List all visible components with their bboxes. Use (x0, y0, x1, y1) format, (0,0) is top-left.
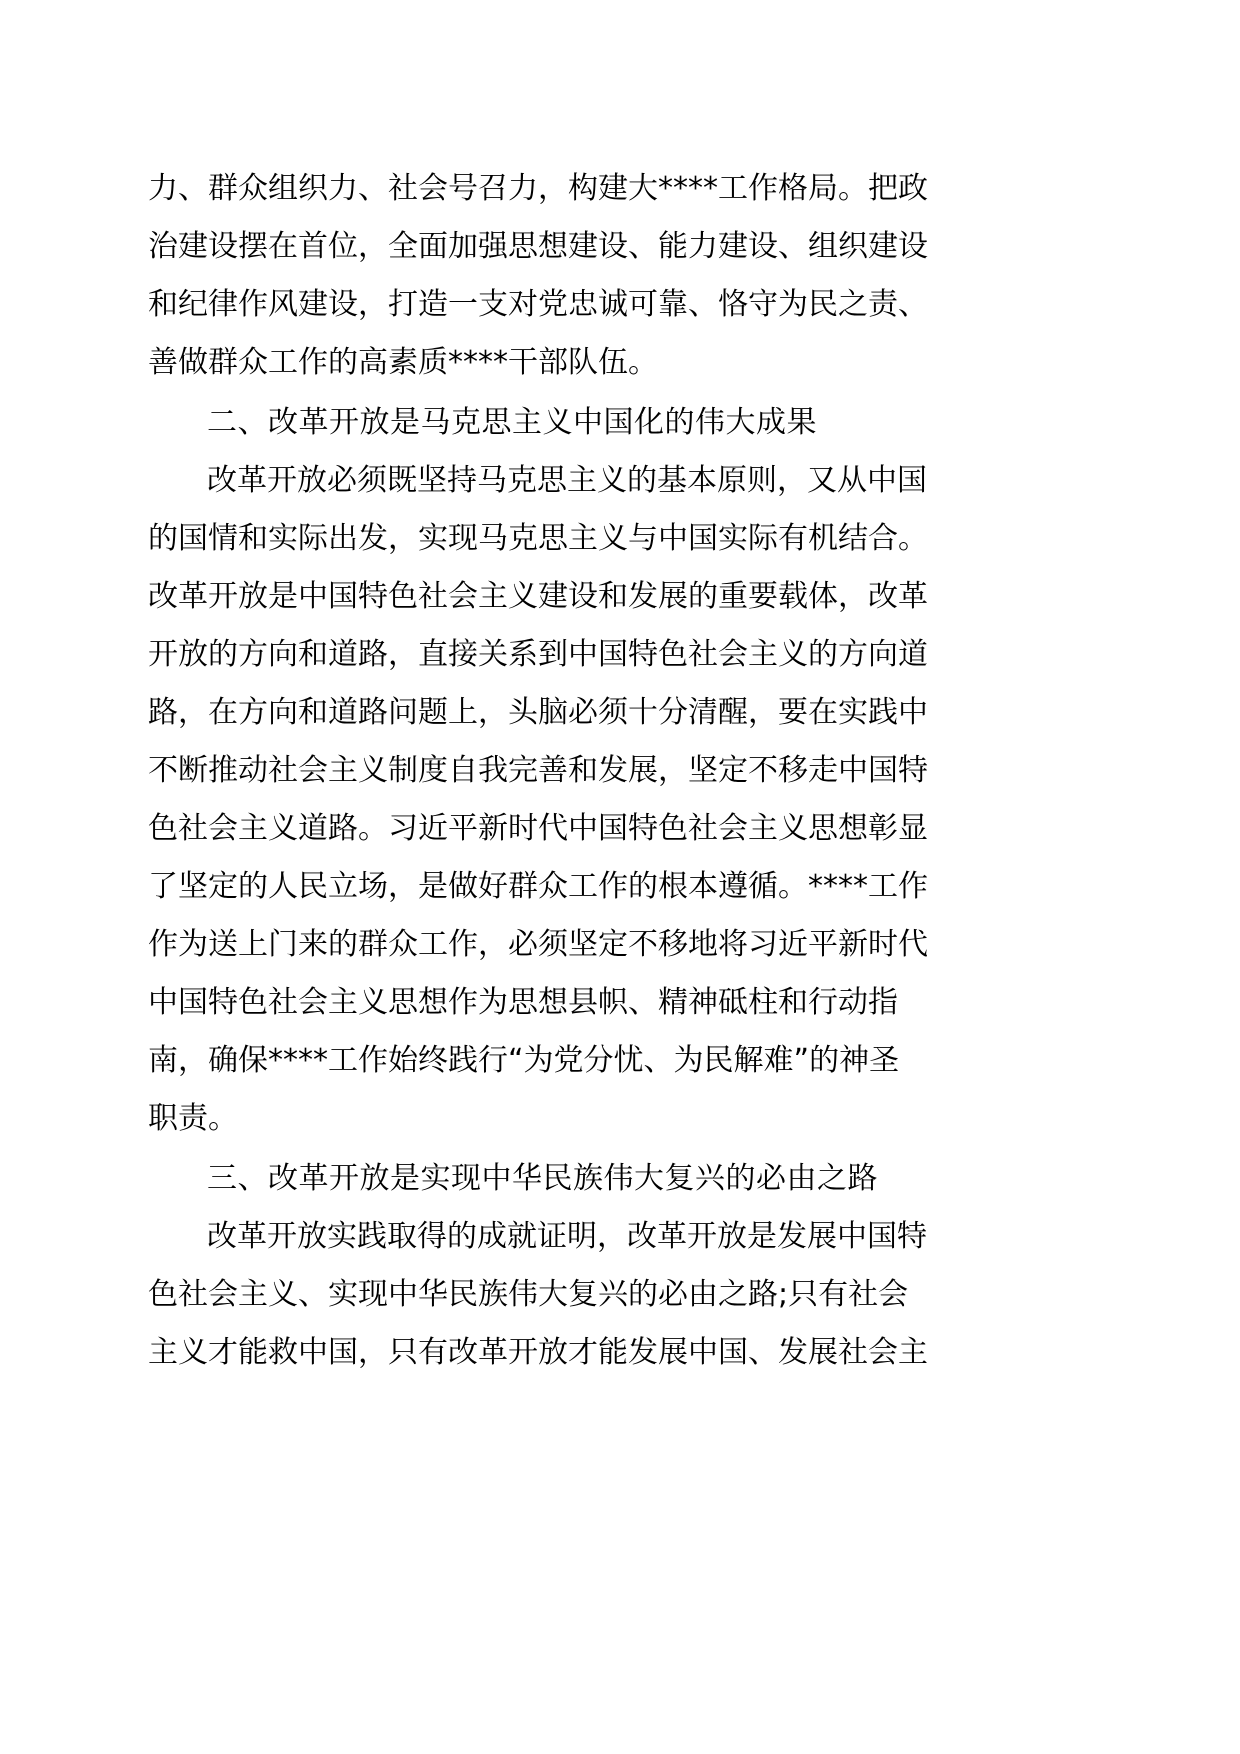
body-text-line: 善做群众工作的高素质****干部队伍。 (148, 345, 658, 380)
body-text-line: 色社会主义道路。习近平新时代中国特色社会主义思想彰显 (148, 811, 928, 846)
section-heading-3: 三、改革开放是实现中华民族伟大复兴的必由之路 (207, 1161, 878, 1196)
paragraph-first-line: 改革开放必须既坚持马克思主义的基本原则，又从中国 (207, 463, 927, 498)
body-text-line: 中国特色社会主义思想作为思想县帜、精神砥柱和行动指 (148, 985, 898, 1020)
body-text-line: 和纪律作风建设，打造一支对党忠诚可靠、恪守为民之责、 (148, 287, 928, 322)
body-text-line: 不断推动社会主义制度自我完善和发展，坚定不移走中国特 (148, 753, 928, 788)
body-text-line: 的国情和实际出发，实现马克思主义与中国实际有机结合。 (148, 521, 928, 556)
body-text-line: 改革开放是中国特色社会主义建设和发展的重要载体，改革 (148, 579, 928, 614)
body-text-line: 南，确保****工作始终践行“为党分忧、为民解难”的神圣 (148, 1043, 900, 1078)
body-text-line: 了坚定的人民立场，是做好群众工作的根本遵循。****工作 (148, 869, 928, 904)
body-text-line: 色社会主义、实现中华民族伟大复兴的必由之路;只有社会 (148, 1277, 909, 1312)
body-text-line: 路，在方向和道路问题上，头脑必须十分清醒，要在实践中 (148, 695, 928, 730)
body-text-line: 作为送上门来的群众工作，必须坚定不移地将习近平新时代 (148, 927, 928, 962)
body-text-line: 职责。 (148, 1101, 238, 1136)
body-text-line: 开放的方向和道路，直接关系到中国特色社会主义的方向道 (148, 637, 928, 672)
section-heading-2: 二、改革开放是马克思主义中国化的伟大成果 (207, 405, 817, 440)
paragraph-first-line: 改革开放实践取得的成就证明，改革开放是发展中国特 (207, 1219, 927, 1254)
body-text-line: 力、群众组织力、社会号召力，构建大****工作格局。把政 (148, 171, 928, 206)
body-text-line: 主义才能救中国，只有改革开放才能发展中国、发展社会主 (148, 1335, 928, 1370)
body-text-line: 治建设摆在首位，全面加强思想建设、能力建设、组织建设 (148, 229, 928, 264)
